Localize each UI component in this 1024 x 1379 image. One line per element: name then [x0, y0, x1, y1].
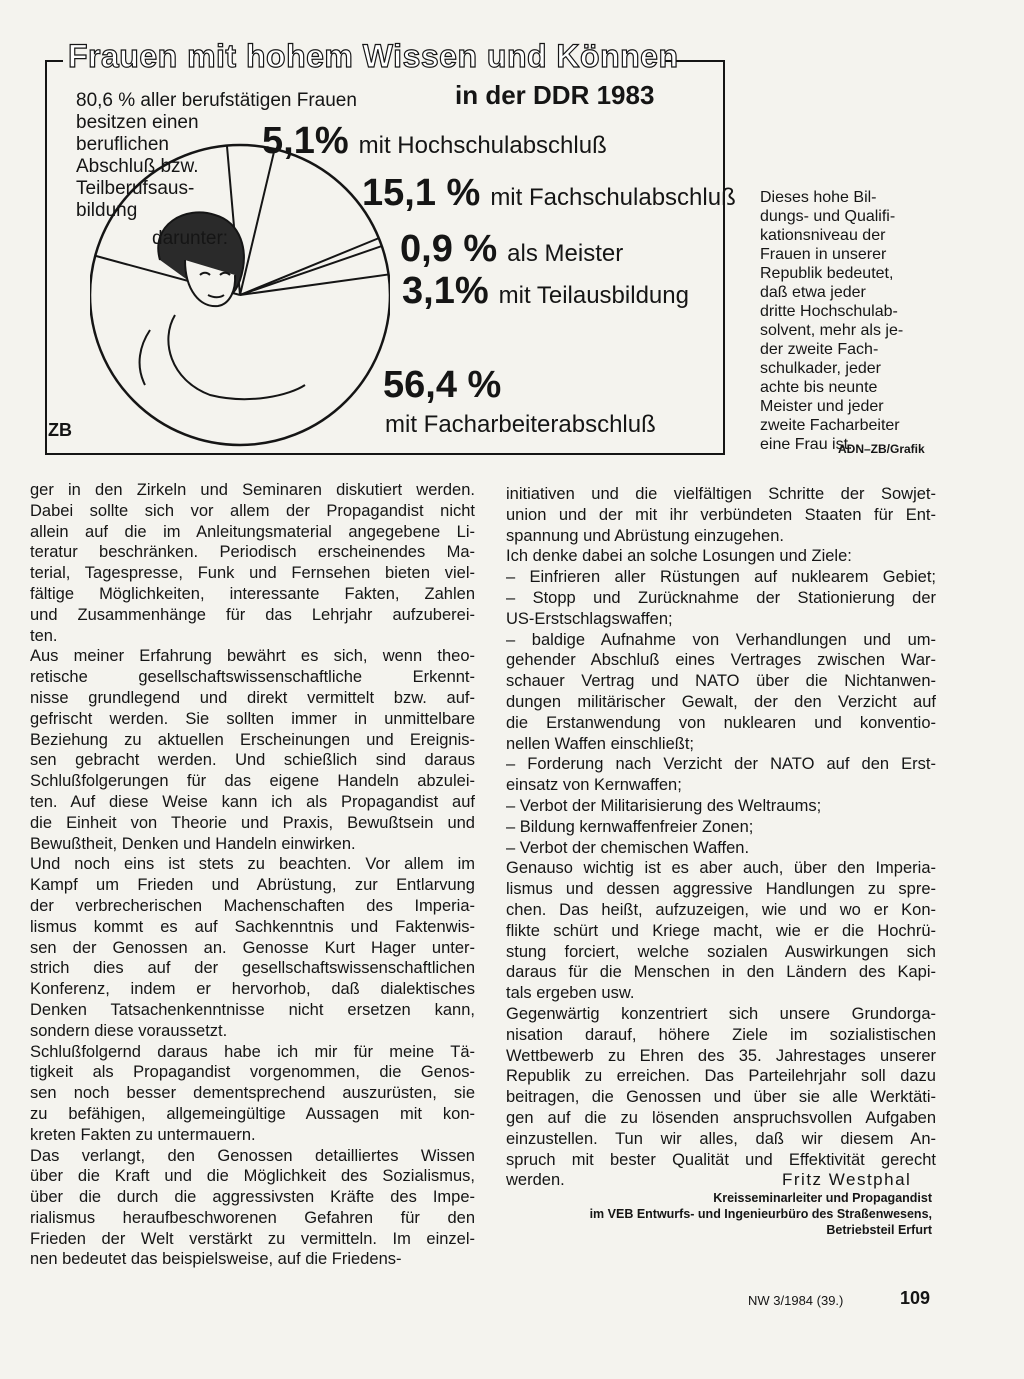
text-line: fältige Möglichkeiten, interessante Fakten, Zahlen	[30, 584, 475, 603]
text-line: gen auf die zu lösenden anspruchsvollen Aufgaben	[506, 1108, 936, 1127]
text-line: – Verbot der chemischen Waffen.	[506, 838, 750, 857]
issue-number: NW 3/1984 (39.)	[748, 1293, 844, 1308]
text-line: sen noch besser dementsprechend auszurüsten, sie	[30, 1084, 475, 1103]
text-line: einzustellen. Tun wir alles, daß wir diesem An-	[506, 1129, 936, 1148]
text-line: die Einheit von Theorie und Praxis, Bewußtsein und	[30, 813, 475, 832]
text-line: dritte Hochschulab-	[760, 303, 898, 320]
text-line: strich dies auf der gesellschaftswissenschaftlichen	[30, 959, 475, 978]
text-line: Republik bedeutet,	[760, 265, 894, 282]
chart-label-pct: 5,1%	[262, 120, 349, 162]
text-line: initiativen und die vielfältigen Schritte der Sowjet-	[506, 485, 936, 503]
text-line: sen gebracht werden. Und schießlich sind daraus	[30, 751, 475, 770]
text-line: dungen militärischer Gewalt, der den Verzicht auf	[506, 692, 936, 711]
graphic-credit: ADN–ZB/Grafik	[838, 442, 925, 456]
figure-subtitle: in der DDR 1983	[455, 80, 655, 110]
chart-label-meister	[400, 228, 623, 271]
chart-label-text: mit Facharbeiterabschluß	[385, 411, 656, 438]
text-line: rialismus heraufbeschworenen Gefahren für den	[30, 1208, 475, 1227]
text-line: ten.	[30, 626, 58, 645]
text-line: Frauen in unserer	[760, 246, 887, 263]
text-line: zweite Facharbeiter	[760, 417, 900, 434]
text-line: eine Frau ist.	[760, 436, 853, 453]
text-line: kationsniveau der	[760, 227, 886, 244]
text-line: besitzen einen	[76, 112, 199, 133]
text-line: ten. Auf diese Weise kann ich als Propagandist auf	[30, 792, 475, 811]
page-number: 109	[900, 1288, 931, 1308]
pie-slice-boundary	[240, 246, 382, 295]
text-line: nellen Waffen einschließt;	[506, 734, 695, 753]
zb-logo: ZB	[48, 420, 72, 440]
figure-title: Frauen mit hohem Wissen und Können	[68, 38, 679, 74]
text-line: – Einfrieren aller Rüstungen auf nuklearem Gebiet;	[506, 568, 936, 587]
text-line: Beziehung zu aktuellen Erscheinungen und Ereignis-	[30, 730, 475, 749]
text-line: einsatz von Kernwaffen;	[506, 776, 682, 795]
text-line: spruch mit bester Qualität und Effektivität gerecht	[506, 1150, 936, 1169]
chart-label-pct: 15,1 %	[362, 172, 481, 214]
text-line: Denken Tatsachenkenntnisse nicht ersetzen kann,	[30, 1000, 475, 1019]
text-line: gehender Abschluß eines Vertrages zwischen War-	[506, 651, 936, 670]
text-line: Konferenz, indem er hervorhob, daß dialektisches	[30, 980, 475, 999]
text-line: retische gesellschaftswissenschaftliche Erkennt-	[30, 668, 475, 687]
text-line: die Erstanwendung von nuklearen und konventio-	[506, 713, 936, 732]
text-line: Aus meiner Erfahrung bewährt es sich, wenn theo-	[30, 647, 475, 666]
text-line: sondern diese voraussetzt.	[30, 1021, 228, 1040]
text-line: – Bildung kernwaffenfreier Zonen;	[506, 817, 754, 836]
text-line: nisse grundlegend und direkt vermittelt bzw. auf-	[30, 688, 475, 707]
text-line: Abschluß bzw.	[76, 156, 199, 177]
text-line: zu befähigen, allgemeingültige Aussagen mit kon-	[30, 1104, 475, 1123]
text-line: – baldige Aufnahme von Verhandlungen und um-	[506, 630, 936, 649]
text-line: schulkader, jeder	[760, 360, 881, 377]
article-column-left	[30, 480, 475, 1270]
text-line: beitragen, die Genossen und über sie alle Werktäti-	[506, 1088, 936, 1107]
text-line: chen. Das heißt, aufzuzeigen, wie und wo er Kon-	[506, 900, 936, 919]
text-line: Bewußtheit, Denken und Handeln einwirken.	[30, 834, 356, 853]
pie-slice-boundary	[240, 149, 275, 295]
text-line: Und noch eins ist stets zu beachten. Vor allem im	[30, 855, 475, 874]
figure-caption-sidebar	[760, 188, 940, 454]
article-column-right	[506, 484, 936, 1191]
text-line: lismus kommt es auf Sachkenntnis und Faktenwis-	[30, 917, 475, 936]
text-line: tigkeit als Propagandist vorgenommen, die Genos-	[30, 1063, 475, 1082]
text-line: bildung	[76, 200, 138, 221]
text-line: und Zusammenhänge für das Lehrjahr aufzuberei-	[30, 605, 475, 624]
text-line: ger in den Zirkeln und Seminaren diskutiert werden.	[30, 481, 475, 499]
text-line: Schlußfolgernd daraus habe ich mir für meine Tä-	[30, 1042, 475, 1061]
text-line: der zweite Fach-	[760, 341, 879, 358]
text-line: Das verlangt, den Genossen detailliertes Wissen	[30, 1146, 475, 1165]
text-line: Teilberufsaus-	[76, 178, 195, 199]
text-line: sen der Genossen an. Genosse Kurt Hager unter-	[30, 938, 475, 957]
text-line: allein auf die im Anleitungsmaterial angegebene Li-	[30, 522, 475, 541]
text-line: daß etwa jeder	[760, 284, 866, 301]
text-line: Dabei sollte sich vor allem der Propagandist nicht	[30, 501, 475, 520]
text-line: spannung und Abrüstung einzugehen.	[506, 526, 784, 545]
text-line: terial, Tagespresse, Funk und Fernsehen bieten viel-	[30, 564, 475, 583]
text-line: – Stopp und Zurücknahme der Stationierung der	[506, 588, 936, 607]
text-line: über die Kraft und die Möglichkeit des Sozialismus,	[30, 1167, 475, 1186]
text-line: daraus für die Menschen in den Ländern des Kapi-	[506, 963, 936, 982]
text-line: Kreisseminarleiter und Propagandist	[713, 1191, 932, 1205]
chart-label-facharbeiter	[383, 364, 656, 439]
text-line: US-Erstschlagswaffen;	[506, 609, 673, 628]
text-line: nen bedeutet das beispielsweise, auf die Friedens-	[30, 1250, 402, 1269]
text-line: solvent, mehr als je-	[760, 322, 904, 339]
text-line: union und der mit ihr verbündeten Staaten für Ent-	[506, 505, 936, 524]
text-line: Gegenwärtig konzentriert sich unsere Grundorga-	[506, 1004, 936, 1023]
author-role	[560, 1190, 932, 1238]
pie-slice-boundary	[240, 238, 379, 295]
text-line: Kampf um Frieden und Abrüstung, zur Entlarvung	[30, 876, 475, 895]
text-line: gefrischt werden. Sie sollten immer in unmittelbare	[30, 709, 475, 728]
text-line: beruflichen	[76, 134, 169, 155]
text-line: Frieden der Welt verstärkt zu vermitteln. Im einzel-	[30, 1229, 475, 1248]
text-line: – Verbot der Militarisierung des Weltraums;	[506, 796, 822, 815]
chart-label-pct: 3,1%	[402, 270, 489, 312]
text-line: über die durch die aggressivsten Kräfte des Impe-	[30, 1188, 475, 1207]
text-line: Dieses hohe Bil-	[760, 189, 877, 206]
author-name: Fritz Westphal	[782, 1170, 912, 1189]
chart-label-text: mit Fachschulabschluß	[490, 184, 736, 211]
text-line: tals ergeben usw.	[506, 984, 635, 1003]
text-line: Schlußfolgerungen für das eigene Handeln abzulei-	[30, 772, 475, 791]
text-line: Republik zu erreichen. Das Parteilehrjahr soll dazu	[506, 1067, 936, 1086]
text-line: teratur beschränken. Periodisch erscheinendes Ma-	[30, 543, 475, 562]
pie-slice-boundary	[240, 274, 389, 295]
text-line: 80,6 % aller berufstätigen Frauen	[76, 90, 357, 111]
chart-label-pct: 0,9 %	[400, 228, 498, 270]
text-line: Betriebsteil Erfurt	[826, 1223, 932, 1237]
chart-label-pct: 56,4 %	[383, 364, 502, 406]
chart-label-text: als Meister	[507, 240, 624, 267]
text-line: Genauso wichtig ist es aber auch, über den Imperia-	[506, 859, 936, 878]
text-line: kreten Fakten zu untermauern.	[30, 1125, 256, 1144]
text-line: schauer Vertrag und NATO über die Nichtanwen-	[506, 672, 936, 691]
chart-label-fachschule	[362, 172, 736, 215]
text-line: Wettbewerb zu Ehren des 35. Jahrestages unserer	[506, 1046, 936, 1065]
text-line: der verbrecherischen Machenschaften des Imperia-	[30, 896, 475, 915]
text-line: werden.	[506, 1171, 565, 1190]
chart-label-teilausbildung	[402, 270, 689, 313]
text-line: im VEB Entwurfs- und Ingenieurbüro des Straßenwesens,	[589, 1207, 932, 1221]
text-line: stung forciert, welche sozialen Auswirkungen sich	[506, 942, 936, 961]
text-line: achte bis neunte	[760, 379, 878, 396]
chart-label-text: mit Hochschulabschluß	[358, 132, 607, 159]
text-line: Meister und jeder	[760, 398, 884, 415]
text-line: lismus und dessen aggressive Handlungen zu spre-	[506, 880, 936, 899]
chart-label-hochschule	[262, 120, 607, 163]
pie-chart	[90, 130, 390, 450]
chart-label-text: mit Teilausbildung	[498, 282, 689, 309]
text-line: flikte schürt und Kriege macht, wie er die Hochrü-	[506, 921, 936, 940]
text-line: Ich denke dabei an solche Losungen und Ziele:	[506, 547, 852, 566]
text-line: dungs- und Qualifi-	[760, 208, 896, 225]
figure-border-top-left	[45, 60, 63, 62]
text-line: nisation darauf, höhere Ziele im sozialistischen	[506, 1025, 936, 1044]
text-line: – Forderung nach Verzicht der NATO auf den Erst-	[506, 755, 936, 774]
darunter-label: darunter:	[152, 228, 229, 249]
